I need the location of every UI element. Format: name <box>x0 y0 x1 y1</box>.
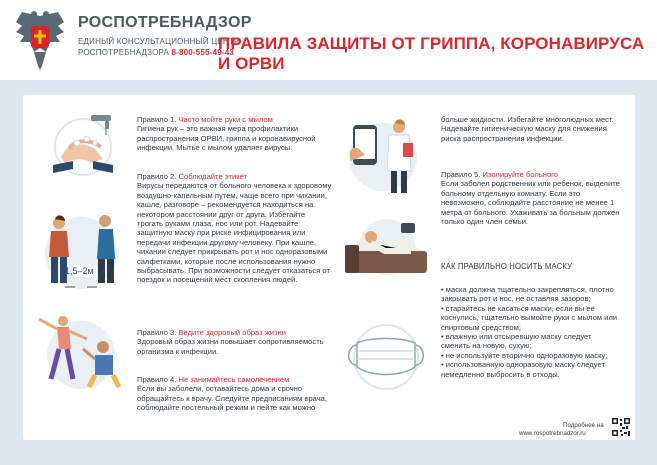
rule-5-label: Правило 5. <box>441 170 483 179</box>
rule-2 <box>137 172 332 285</box>
mask-list <box>441 285 621 379</box>
rule-1-text: Гигиена рук – это важная мера профилактики распространения ОРВИ, гриппа и коронавирусной инфекции. Мытье с мылом удаляет вирусы. <box>137 124 316 153</box>
hand-washing-illustration <box>43 113 123 177</box>
content-card <box>23 95 635 440</box>
rule-4-continued: больше жидкости. Избегайте многолюдных мест. Надевайте гигиеническую маску для снижения риска распространения инфекции. <box>441 115 614 143</box>
doctor-illustration <box>343 115 423 201</box>
rule-3-text: Здоровый образ жизни повышает сопротивляемость организма к инфекции. <box>137 337 324 356</box>
distance-label: 1,5–2м <box>65 266 94 276</box>
emblem-icon <box>12 8 68 72</box>
rule-5-text: Если заболел родственник или ребенок, выделите больному отдельную комнату. Если это невозможно, соблюдайте расстояние не менее 1 метра от больного. Ухаживать за больным должен только один член семьи. <box>441 179 620 227</box>
mask-item: • старайтесь не касаться маски, если вы ее коснулись, тщательно вымойте руки с мылом или спиртовым средством; <box>441 303 618 332</box>
footer-more-label: Подробнее на <box>563 422 604 429</box>
distancing-illustration <box>35 207 127 295</box>
rule-1 <box>137 115 332 153</box>
rule-5 <box>441 170 621 226</box>
rule-3-label: Правило 3. <box>137 328 179 337</box>
rule-2-text: Вирусы передаются от больного человека к здоровому воздушно-капельным путем, чаще всего при чихании, кашле, разговоре – рекомендуется находиться на некотором расстоянии друг от друга. Избегайте трогать руками глаза, нос или рот. Надевайте защитную маску при риске инфицирования или передачи инфекции другому человеку. При кашле, чихании следует прикрывать рот и нос одноразовыми салфетками, которые после использования нужно выбрасывать. При возможности следует отказаться от поездок и посещений мест скопления людей. <box>137 181 332 285</box>
rule-3-name: Ведите здоровый образ жизни <box>178 328 287 337</box>
header <box>0 0 657 80</box>
face-mask-illustration <box>341 321 431 393</box>
rule-4 <box>137 375 332 413</box>
rule-5-name: Изолируйте больного <box>482 170 559 179</box>
footer-url-link[interactable]: www.rospotrebnadzor.ru <box>519 430 586 437</box>
org-name: РОСПОТРЕБНАДЗОР <box>78 14 252 31</box>
rule-4-text: Если вы заболели, оставайтесь дома и срочно обращайтесь к врачу. Следуйте предписаниям врача, соблюдайте постельный режим и пейте как можно <box>137 384 328 413</box>
mask-section-title: КАК ПРАВИЛЬНО НОСИТЬ МАСКУ <box>441 262 573 271</box>
rule-3 <box>137 328 332 356</box>
rule-2-label: Правило 2. <box>137 172 179 181</box>
org-subtitle-phone <box>78 48 234 57</box>
rule-2-name: Соблюдайте этикет <box>178 172 248 181</box>
sick-person-illustration <box>341 217 431 279</box>
rule-4-label: Правило 4. <box>137 375 179 384</box>
org-subtitle: ЕДИНЫЙ КОНСУЛЬТАЦИОННЫЙ ЦЕНТР <box>78 37 240 46</box>
rule-1-label: Правило 1. <box>137 115 179 124</box>
mask-item: • маска должна тщательно закрепляться, плотно закрывать рот и нос, не оставляя зазоров; <box>441 285 614 304</box>
healthy-lifestyle-illustration <box>33 313 129 393</box>
rule-1-name: Часто мойте руки с мылом <box>178 115 273 124</box>
org-subtitle-prefix: РОСПОТРЕБНАДЗОРА <box>78 48 172 57</box>
mask-item: • влажную или отсыревшую маску следует сменить на новую, сухую; <box>441 332 592 351</box>
rule-4-name: Не занимайтесь самолечением <box>178 375 290 384</box>
mask-item: • использованную одноразовую маску следует немедленно выбросить в отходы. <box>441 360 605 379</box>
qr-code-icon[interactable] <box>611 417 631 437</box>
poster-title: ПРАВИЛА ЗАЩИТЫ ОТ ГРИППА, КОРОНАВИРУСА И ОРВИ <box>218 34 645 73</box>
hotline-phone[interactable]: 8-800-555-49-43 <box>171 48 235 57</box>
mask-item: • не используйте вторично одноразовую маску; <box>441 350 608 360</box>
